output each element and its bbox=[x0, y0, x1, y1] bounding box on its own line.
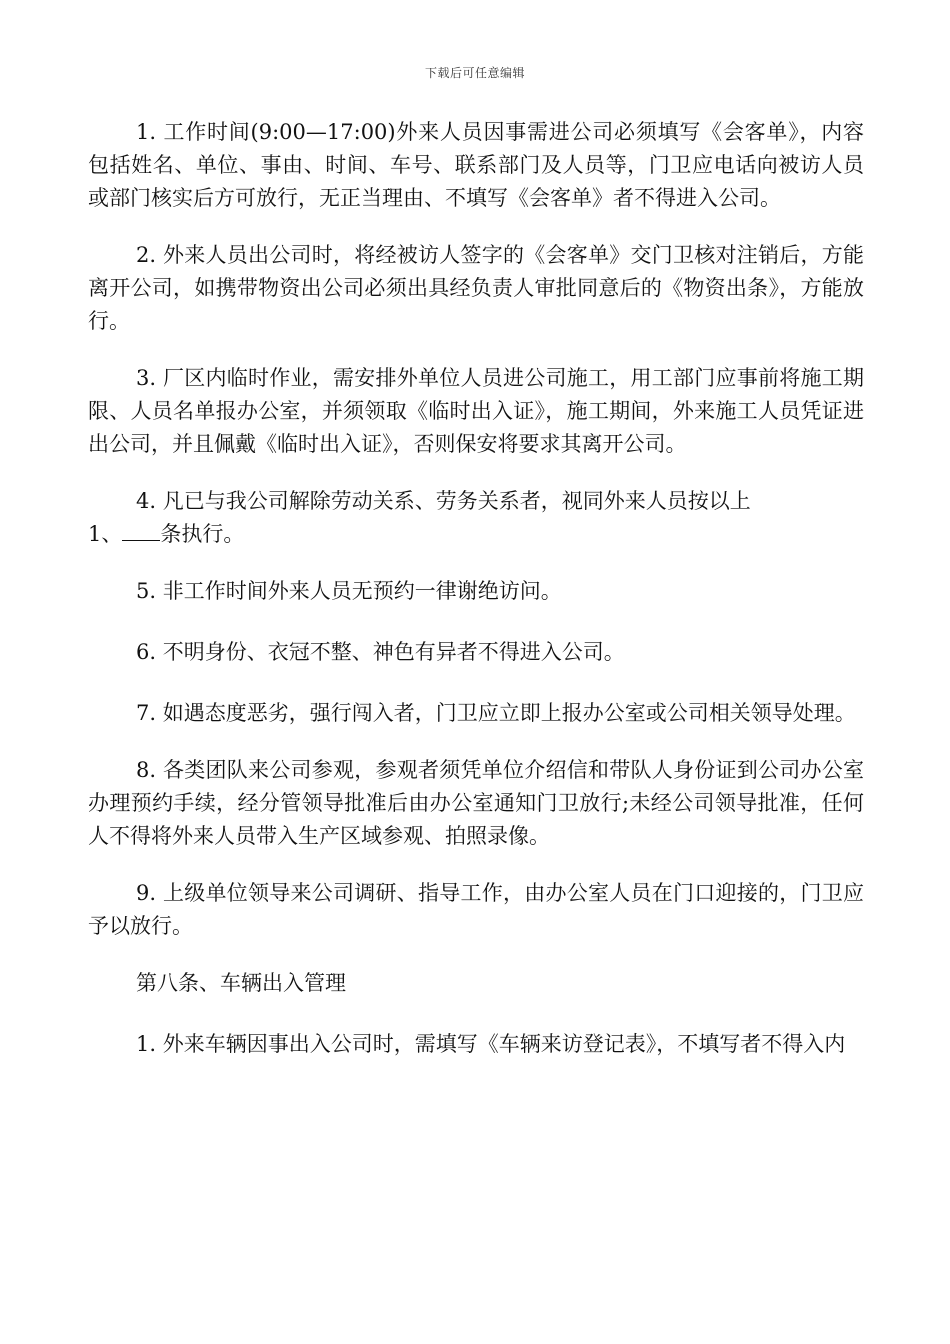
rule-reference-suffix: 条执行。 bbox=[160, 522, 245, 546]
paragraph-visitor-registration: 1. 工作时间(9:00—17:00)外来人员因事需进公司必须填写《会客单》，内容包括姓名、单位、事由、时间、车号、联系部门及人员等，门卫应电话向被访人员或部门核实后方可放行，无正当理由、不填写《会客单》者不得进入公司。 bbox=[88, 120, 864, 210]
page-header-note: 下载后可任意编辑 bbox=[424, 66, 525, 80]
rule-reference-prefix: 1、 bbox=[88, 522, 123, 546]
paragraph-group-visits: 8. 各类团队来公司参观，参观者须凭单位介绍信和带队人身份证到公司办公室办理预约手续，经分管领导批准后由办公室通知门卫放行;未经公司领导批准，任何人不得将外来人员带入生产区域参观、拍照录像。 bbox=[88, 758, 864, 848]
paragraph-former-employees-line1: 4. 凡已与我公司解除劳动关系、劳务关系者，视同外来人员按以上 bbox=[136, 489, 751, 513]
paragraph-unidentified-persons: 6. 不明身份、衣冠不整、神色有异者不得进入公司。 bbox=[136, 640, 625, 664]
section-heading-vehicle-management: 第八条、车辆出入管理 bbox=[136, 971, 346, 995]
paragraph-visitor-exit: 2. 外来人员出公司时，将经被访人签字的《会客单》交门卫核对注销后，方能离开公司，如携带物资出公司必须出具经负责人审批同意后的《物资出条》，方能放行。 bbox=[88, 243, 864, 333]
document-body bbox=[88, 116, 864, 1085]
paragraph-former-employees bbox=[88, 485, 864, 551]
paragraph-superior-visits: 9. 上级单位领导来公司调研、指导工作，由办公室人员在门口迎接的，门卫应予以放行。 bbox=[88, 881, 864, 938]
paragraph-no-appointment: 5. 非工作时间外来人员无预约一律谢绝访问。 bbox=[136, 579, 562, 603]
paragraph-former-employees-line2 bbox=[88, 518, 864, 551]
paragraph-vehicle-registration: 1. 外来车辆因事出入公司时，需填写《车辆来访登记表》，不填写者不得入内 bbox=[136, 1032, 846, 1056]
paragraph-forced-entry: 7. 如遇态度恶劣，强行闯入者，门卫应立即上报办公室或公司相关领导处理。 bbox=[136, 701, 856, 725]
paragraph-temporary-work: 3. 厂区内临时作业，需安排外单位人员进公司施工，用工部门应事前将施工期限、人员名单报办公室，并须领取《临时出入证》，施工期间，外来施工人员凭证进出公司，并且佩戴《临时出入证》，否则保安将要求其离开公司。 bbox=[88, 366, 864, 456]
blank-underline bbox=[122, 520, 160, 541]
